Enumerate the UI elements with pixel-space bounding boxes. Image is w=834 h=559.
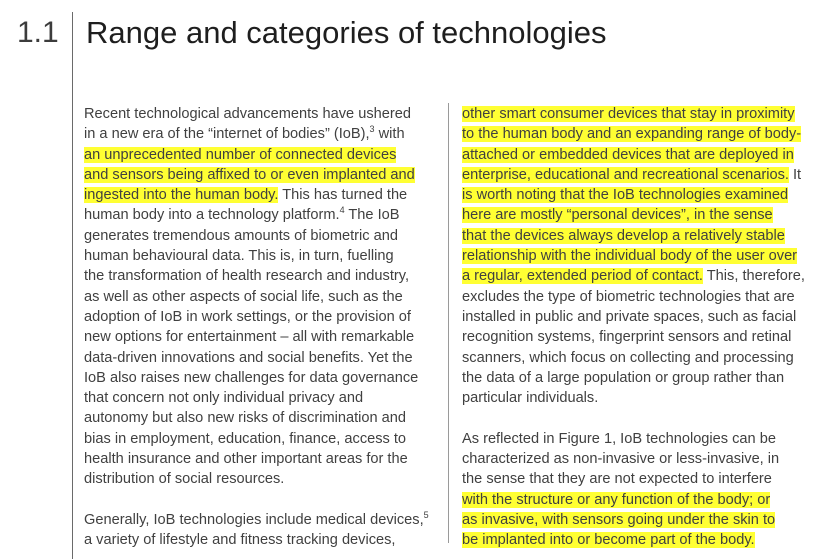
text-line [84, 226, 428, 246]
body-text: This has turned the [278, 187, 408, 204]
text-line [84, 408, 428, 428]
text-line [462, 185, 818, 205]
highlighted-text: and sensors being affixed to or even implanted and [84, 166, 415, 183]
text-line [84, 205, 428, 225]
body-text: scanners, which focus on collecting and processing [462, 349, 794, 366]
text-line [84, 145, 428, 165]
text-line [84, 165, 428, 185]
highlighted-text: to the human body and an expanding range of body- [462, 126, 802, 143]
text-line [462, 368, 818, 388]
text-line [462, 388, 818, 408]
body-text: the transformation of health research and industry, [84, 268, 410, 285]
text-line [84, 185, 428, 205]
text-line [84, 124, 428, 144]
body-text: health insurance and other important areas for the [84, 451, 408, 468]
body-text: The IoB [344, 207, 400, 224]
footnote-reference: 5 [423, 510, 429, 521]
highlighted-text: other smart consumer devices that stay in proximity [462, 106, 795, 122]
body-text: Recent technological advancements have ushered [84, 106, 411, 122]
text-line [84, 530, 428, 550]
text-line [84, 388, 428, 408]
body-text: excludes the type of biometric technologies that are [462, 288, 795, 305]
text-line [462, 246, 818, 266]
text-line [462, 327, 818, 347]
text-line [84, 469, 428, 489]
text-line [84, 510, 428, 530]
right-column [462, 104, 818, 551]
body-text: Generally, IoB technologies include medical devices, [84, 511, 424, 528]
text-line [84, 449, 428, 469]
footnote-reference: 3 [369, 124, 375, 135]
text-line [462, 530, 818, 550]
body-text: recognition systems, fingerprint sensors and retinal [462, 329, 792, 346]
body-text: the sense that they are not expected to interfere [462, 471, 772, 488]
text-line [462, 469, 818, 489]
body-text: as well as other aspects of social life, such as the [84, 288, 403, 305]
body-text: This, therefore, [702, 268, 805, 285]
body-text: that concern not only individual privacy and [84, 390, 364, 407]
text-line [84, 307, 428, 327]
body-text: human body into a technology platform. [84, 207, 340, 224]
text-line [462, 124, 818, 144]
text-line [462, 226, 818, 246]
text-line [84, 327, 428, 347]
body-text: characterized as non-invasive or less-invasive, in [462, 451, 780, 468]
body-text: data-driven innovations and social benefits. Yet the [84, 349, 413, 366]
highlighted-text: here are mostly “personal devices”, in the sense [462, 207, 773, 224]
body-text: As reflected in Figure 1, IoB technologies can be [462, 430, 776, 447]
highlighted-text: is worth noting that the IoB technologies examined [462, 187, 789, 204]
text-line [462, 205, 818, 225]
highlighted-text: attached or embedded devices that are deployed in [462, 146, 794, 163]
body-text: human behavioural data. This is, in turn, fuelling [84, 248, 394, 265]
text-line [84, 266, 428, 286]
paragraph-gap [462, 408, 818, 428]
text-line [462, 307, 818, 327]
footnote-reference: 4 [339, 205, 345, 216]
text-line [84, 348, 428, 368]
body-text: distribution of social resources. [84, 471, 285, 488]
text-line [84, 368, 428, 388]
left-column [84, 104, 428, 551]
highlighted-text: enterprise, educational and recreational scenarios. [462, 166, 789, 183]
body-text: IoB also raises new challenges for data governance [84, 369, 419, 386]
text-line [84, 246, 428, 266]
body-text: It [788, 166, 802, 183]
text-line [462, 348, 818, 368]
text-line [462, 449, 818, 469]
text-line [84, 104, 428, 124]
highlighted-text: a regular, extended period of contact. [462, 268, 703, 285]
highlighted-text: relationship with the individual body of the user over [462, 248, 798, 265]
text-line [84, 287, 428, 307]
highlighted-text: an unprecedented number of connected devices [84, 146, 397, 163]
body-text: the data of a large population or group rather than [462, 369, 785, 386]
text-line [462, 490, 818, 510]
text-line [462, 287, 818, 307]
highlighted-text: as invasive, with sensors going under the skin to [462, 511, 776, 528]
text-line [462, 145, 818, 165]
paragraph-gap [84, 490, 428, 510]
page-title: Range and categories of technologies [86, 15, 607, 50]
body-text: installed in public and private spaces, such as facial [462, 308, 797, 325]
body-text: bias in employment, education, finance, access to [84, 430, 407, 447]
body-text: in a new era of the “internet of bodies” (IoB), [84, 126, 370, 143]
column-divider [448, 103, 449, 543]
highlighted-text: that the devices always develop a relatively stable [462, 227, 785, 244]
highlighted-text: ingested into the human body. [84, 187, 279, 204]
text-line [462, 266, 818, 286]
text-line [462, 104, 818, 124]
body-text: adoption of IoB in work settings, or the provision of [84, 308, 411, 325]
text-line [462, 165, 818, 185]
body-text: particular individuals. [462, 390, 599, 407]
body-text: new options for entertainment – all with remarkable [84, 329, 415, 346]
text-line [462, 510, 818, 530]
header-divider [72, 12, 73, 559]
body-text: autonomy but also new risks of discrimination and [84, 410, 407, 427]
text-line [462, 429, 818, 449]
section-number: 1.1 [17, 16, 59, 49]
body-text: generates tremendous amounts of biometric and [84, 227, 398, 244]
body-text: with [374, 126, 405, 143]
text-line [84, 429, 428, 449]
body-text: a variety of lifestyle and fitness tracking devices, [84, 532, 396, 549]
highlighted-text: with the structure or any function of the body; or [462, 491, 771, 508]
highlighted-text: be implanted into or become part of the body. [462, 532, 755, 549]
